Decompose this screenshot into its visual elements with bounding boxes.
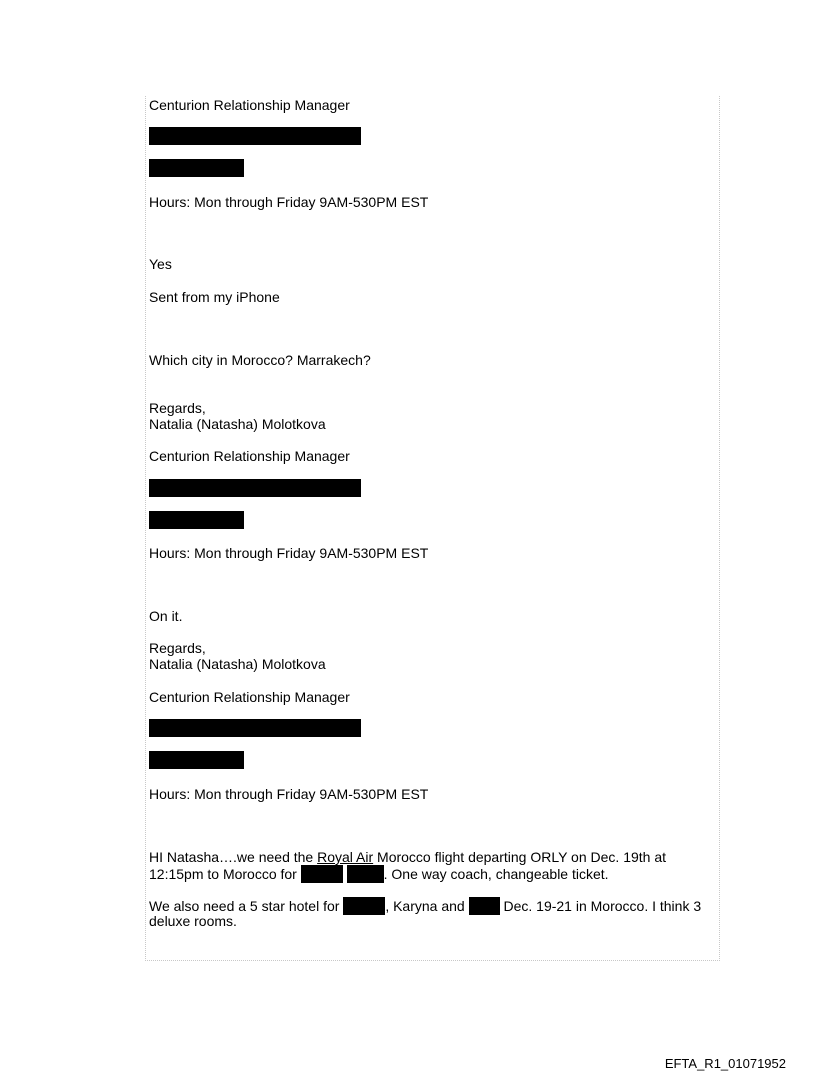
redaction-block (149, 127, 361, 145)
sender-name: Natalia (Natasha) Molotkova (149, 416, 326, 432)
request-line-1 (149, 849, 666, 865)
sent-from-text: Sent from my iPhone (149, 289, 280, 305)
redaction-block (469, 897, 500, 915)
request-text: . One way coach, changeable ticket. (383, 866, 609, 882)
redaction-block (343, 897, 385, 915)
question-text: Which city in Morocco? Marrakech? (149, 352, 371, 368)
hours-text: Hours: Mon through Friday 9AM-530PM EST (149, 545, 429, 561)
hours-text: Hours: Mon through Friday 9AM-530PM EST (149, 786, 429, 802)
request-text: Dec. 19-21 in Morocco. I think 3 (499, 898, 702, 914)
redaction-block (149, 479, 361, 497)
redaction-block (149, 159, 244, 177)
redaction-block (149, 751, 244, 769)
redaction-block (301, 865, 343, 883)
request-text: , Karyna and (385, 898, 469, 914)
request-text: HI Natasha….we need the (149, 849, 318, 865)
request-line-4: deluxe rooms. (149, 913, 237, 929)
manager-title: Centurion Relationship Manager (149, 689, 350, 705)
manager-title: Centurion Relationship Manager (149, 448, 350, 464)
request-line-2 (149, 865, 609, 883)
redaction-block (149, 719, 361, 737)
sender-name: Natalia (Natasha) Molotkova (149, 656, 326, 672)
request-text: 12:15pm to Morocco for (149, 866, 301, 882)
redaction-block (149, 511, 244, 529)
regards-text: Regards, (149, 640, 206, 656)
airline-link[interactable]: Royal Air (317, 849, 374, 865)
reply-text: On it. (149, 608, 183, 624)
document-id: EFTA_R1_01071952 (664, 1056, 786, 1071)
manager-title: Centurion Relationship Manager (149, 97, 350, 113)
reply-text: Yes (149, 256, 172, 272)
request-text: Morocco flight departing ORLY on Dec. 19th at (373, 849, 667, 865)
redaction-block (347, 865, 384, 883)
regards-text: Regards, (149, 400, 206, 416)
hours-text: Hours: Mon through Friday 9AM-530PM EST (149, 194, 429, 210)
request-text: We also need a 5 star hotel for (149, 898, 344, 914)
